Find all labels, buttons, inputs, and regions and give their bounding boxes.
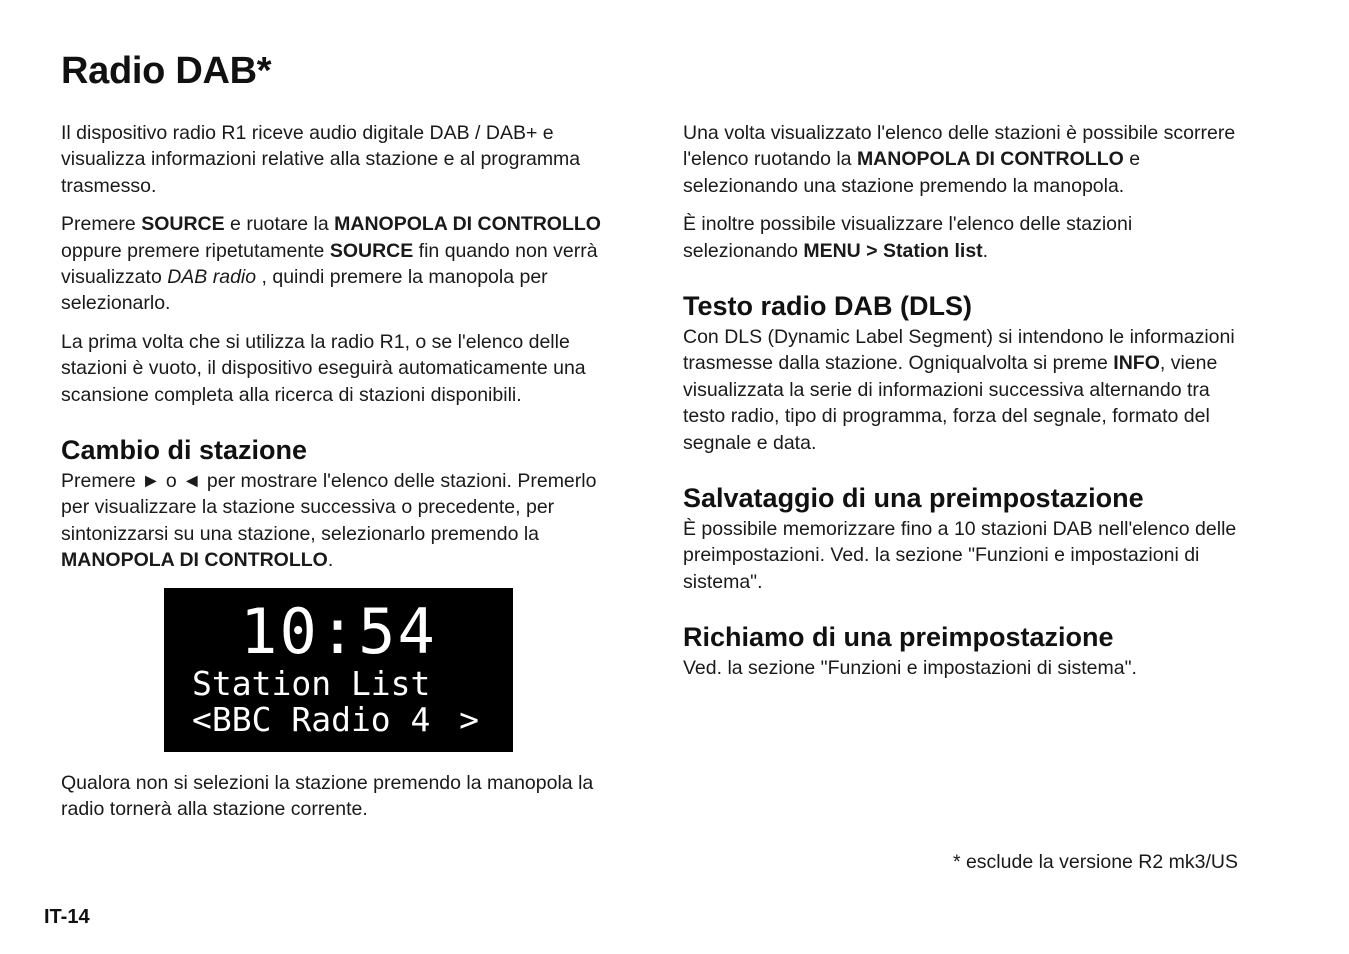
text-run: , viene visualizzata la serie di informazioni successiva alternando tra testo radio, tipo di programma, forza del segnale, formato del segnale e data. <box>683 352 1218 454</box>
page-title: Radio DAB* <box>61 50 272 92</box>
display-time: 10:54 <box>240 594 437 668</box>
intro-paragraph: Il dispositivo radio R1 riceve audio digitale DAB / DAB+ e visualizza informazioni relative alla stazione e al programma trasmesso. <box>61 122 581 197</box>
info-keyword: INFO <box>1113 352 1160 375</box>
footnote: * esclude la versione R2 mk3/US <box>952 851 1238 873</box>
menu-paragraph <box>683 211 1248 264</box>
source-paragraph <box>61 211 626 317</box>
text-run: fin quando non verrà visualizzato <box>61 239 598 289</box>
timeout-paragraph: Qualora non si selezioni la stazione premendo la manopola la radio tornerà alla stazione corrente. <box>61 771 594 821</box>
scroll-list-paragraph <box>683 120 1248 199</box>
source-keyword: SOURCE <box>329 239 414 262</box>
source-keyword: SOURCE <box>141 213 225 236</box>
control-knob-keyword: MANOPOLA DI CONTROLLO <box>334 213 601 236</box>
text-run: Con DLS (Dynamic Label Segment) si intendono le informazioni trasmesse dalla stazione. Ogniqualvolta si preme <box>683 326 1235 375</box>
display-line-station-name: <BBC Radio 4 <box>192 699 431 739</box>
dab-radio-term: DAB radio <box>167 266 257 289</box>
control-knob-keyword: MANOPOLA DI CONTROLLO <box>61 549 328 572</box>
left-column <box>61 120 626 835</box>
heading-salvataggio: Salvataggio di una preimpostazione <box>683 483 1144 514</box>
control-knob-keyword: MANOPOLA DI CONTROLLO <box>856 148 1124 171</box>
heading-dls: Testo radio DAB (DLS) <box>683 291 972 322</box>
text-run: È inoltre possibile visualizzare l'elenco delle stazioni selezionando <box>683 213 1133 262</box>
first-use-paragraph: La prima volta che si utilizza la radio R1, o se l'elenco delle stazioni è vuoto, il dispositivo eseguirà automaticamente una scansione completa alla ricerca di stazioni disponibili. <box>61 330 586 406</box>
menu-station-list-keyword: MENU > Station list <box>803 239 983 262</box>
text-run: e ruotare la <box>224 213 335 236</box>
heading-richiamo: Richiamo di una preimpostazione <box>683 622 1114 653</box>
text-run: oppure premere ripetutamente <box>61 239 330 262</box>
text-run: . <box>327 549 334 572</box>
text-run: . <box>982 239 989 262</box>
radio-display <box>164 588 513 752</box>
cambio-paragraph <box>61 468 626 574</box>
display-right-arrow-icon: > <box>459 699 479 739</box>
text-run: , quindi premere la manopola per selezionarlo. <box>61 266 548 315</box>
salvataggio-paragraph: È possibile memorizzare fino a 10 stazioni DAB nell'elenco delle preimpostazioni. Ved. la sezione "Funzioni e impostazioni di sistema". <box>683 518 1237 593</box>
text-run: Una volta visualizzato l'elenco delle stazioni è possibile scorrere l'elenco ruotando la <box>683 122 1236 171</box>
right-column <box>683 120 1248 694</box>
text-run: Premere <box>61 213 142 236</box>
display-line-station-list: Station List <box>192 663 431 703</box>
text-run: Premere ► o ◄ per mostrare l'elenco delle stazioni. Premerlo per visualizzare la stazione successiva o precedente, per sintonizzarsi su una stazione, selezionarlo premendo la <box>61 470 597 545</box>
dls-paragraph <box>683 324 1248 456</box>
richiamo-paragraph: Ved. la sezione "Funzioni e impostazioni di sistema". <box>683 657 1137 680</box>
heading-cambio-stazione: Cambio di stazione <box>61 435 308 466</box>
text-run: e selezionando una stazione premendo la manopola. <box>683 148 1141 197</box>
page-number: IT-14 <box>44 906 90 928</box>
